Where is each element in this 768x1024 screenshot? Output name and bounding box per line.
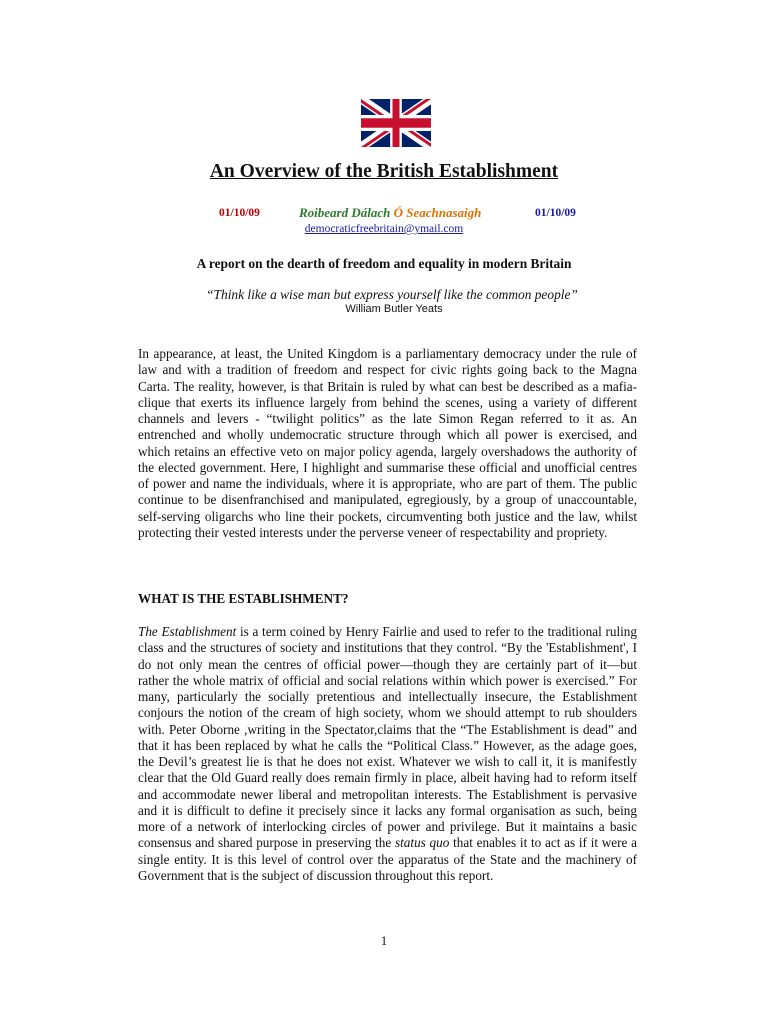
document-title: An Overview of the British Establishment — [209, 161, 559, 182]
date-right: 01/10/09 — [535, 207, 576, 219]
document-subtitle: A report on the dearth of freedom and equality in modern Britain — [196, 256, 572, 271]
epigraph-author: William Butler Yeats — [345, 303, 443, 315]
section-heading: WHAT IS THE ESTABLISHMENT? — [138, 591, 349, 606]
epigraph-quote: “Think like a wise man but express yourself like the common people” — [206, 287, 578, 302]
author-name — [299, 205, 481, 221]
term-status-quo: status quo — [395, 835, 450, 851]
page-number: 1 — [380, 933, 388, 948]
union-jack-flag-icon — [361, 99, 431, 147]
author-first-name: Roibeard Dálach — [299, 205, 394, 220]
paragraph-text-1: is a term coined by Henry Fairlie and used to refer to the traditional ruling class and the structures of society and institutions that they control. “By the 'Establishment', I do not only mean the centres of official power—though they are certainly part of it—but rather the whole matrix of official and social relations within which power is exercised.” For many, particularly the socially pretentious and intellectually insecure, the Establishment conjours the notion of the cream of high society, whom we should attempt to rub shoulders with. Peter Oborne ,writing in the Spectator,claims that the “The Establishment is dead” and that it has been replaced by what he calls the “Political Class.” However, as the adage goes, the Devil’s greatest lie is that he does not exist. Whatever we wish to call it, it is manifestly clear that the Old Guard really does remain firmly in place, albeit having had to reform itself and accommodate newer liberal and metropolitan interests. The Establishment is pervasive and it is difficult to define it precisely since it lacks any formal organisation as such, being more of a network of interlocking circles of power and privilege. But it maintains a basic consensus and shared purpose in preserving the — [138, 624, 637, 851]
author-last-name: Ó Seachnasaigh — [393, 205, 482, 220]
establishment-paragraph — [138, 624, 637, 884]
term-establishment: The Establishment — [138, 624, 237, 639]
date-left: 01/10/09 — [219, 207, 260, 219]
paragraph-text-2: that enables it to act as if it were a single entity. It is this level of control over the apparatus of the State and the machinery of Government that is the subject of discussion throughout this report. — [138, 835, 638, 883]
author-email-link[interactable]: democraticfreebritain@ymail.com — [304, 223, 464, 235]
intro-paragraph: In appearance, at least, the United Kingdom is a parliamentary democracy under the rule of law and with a tradition of freedom and respect for civic rights going back to the Magna Carta. The reality, however, is that Britain is ruled by what can best be described as a mafia-clique that exerts its influence largely from behind the scenes, using a variety of different channels and levers - “twilight politics” as the late Simon Regan referred to it as. An entrenched and wholly undemocratic structure through which all power is exercised, and which retains an effective veto on major policy agenda, largely overshadows the authority of the elected government. Here, I highlight and summarise these official and unofficial centres of power and name the individuals, where it is appropriate, who are part of them. The public continue to be disenfranchised and manipulated, egregiously, by a group of unaccountable, self-serving oligarchs who line their pockets, circumventing both justice and the law, whilst protecting their vested interests under the perverse veneer of respectability and propriety. — [138, 346, 637, 540]
